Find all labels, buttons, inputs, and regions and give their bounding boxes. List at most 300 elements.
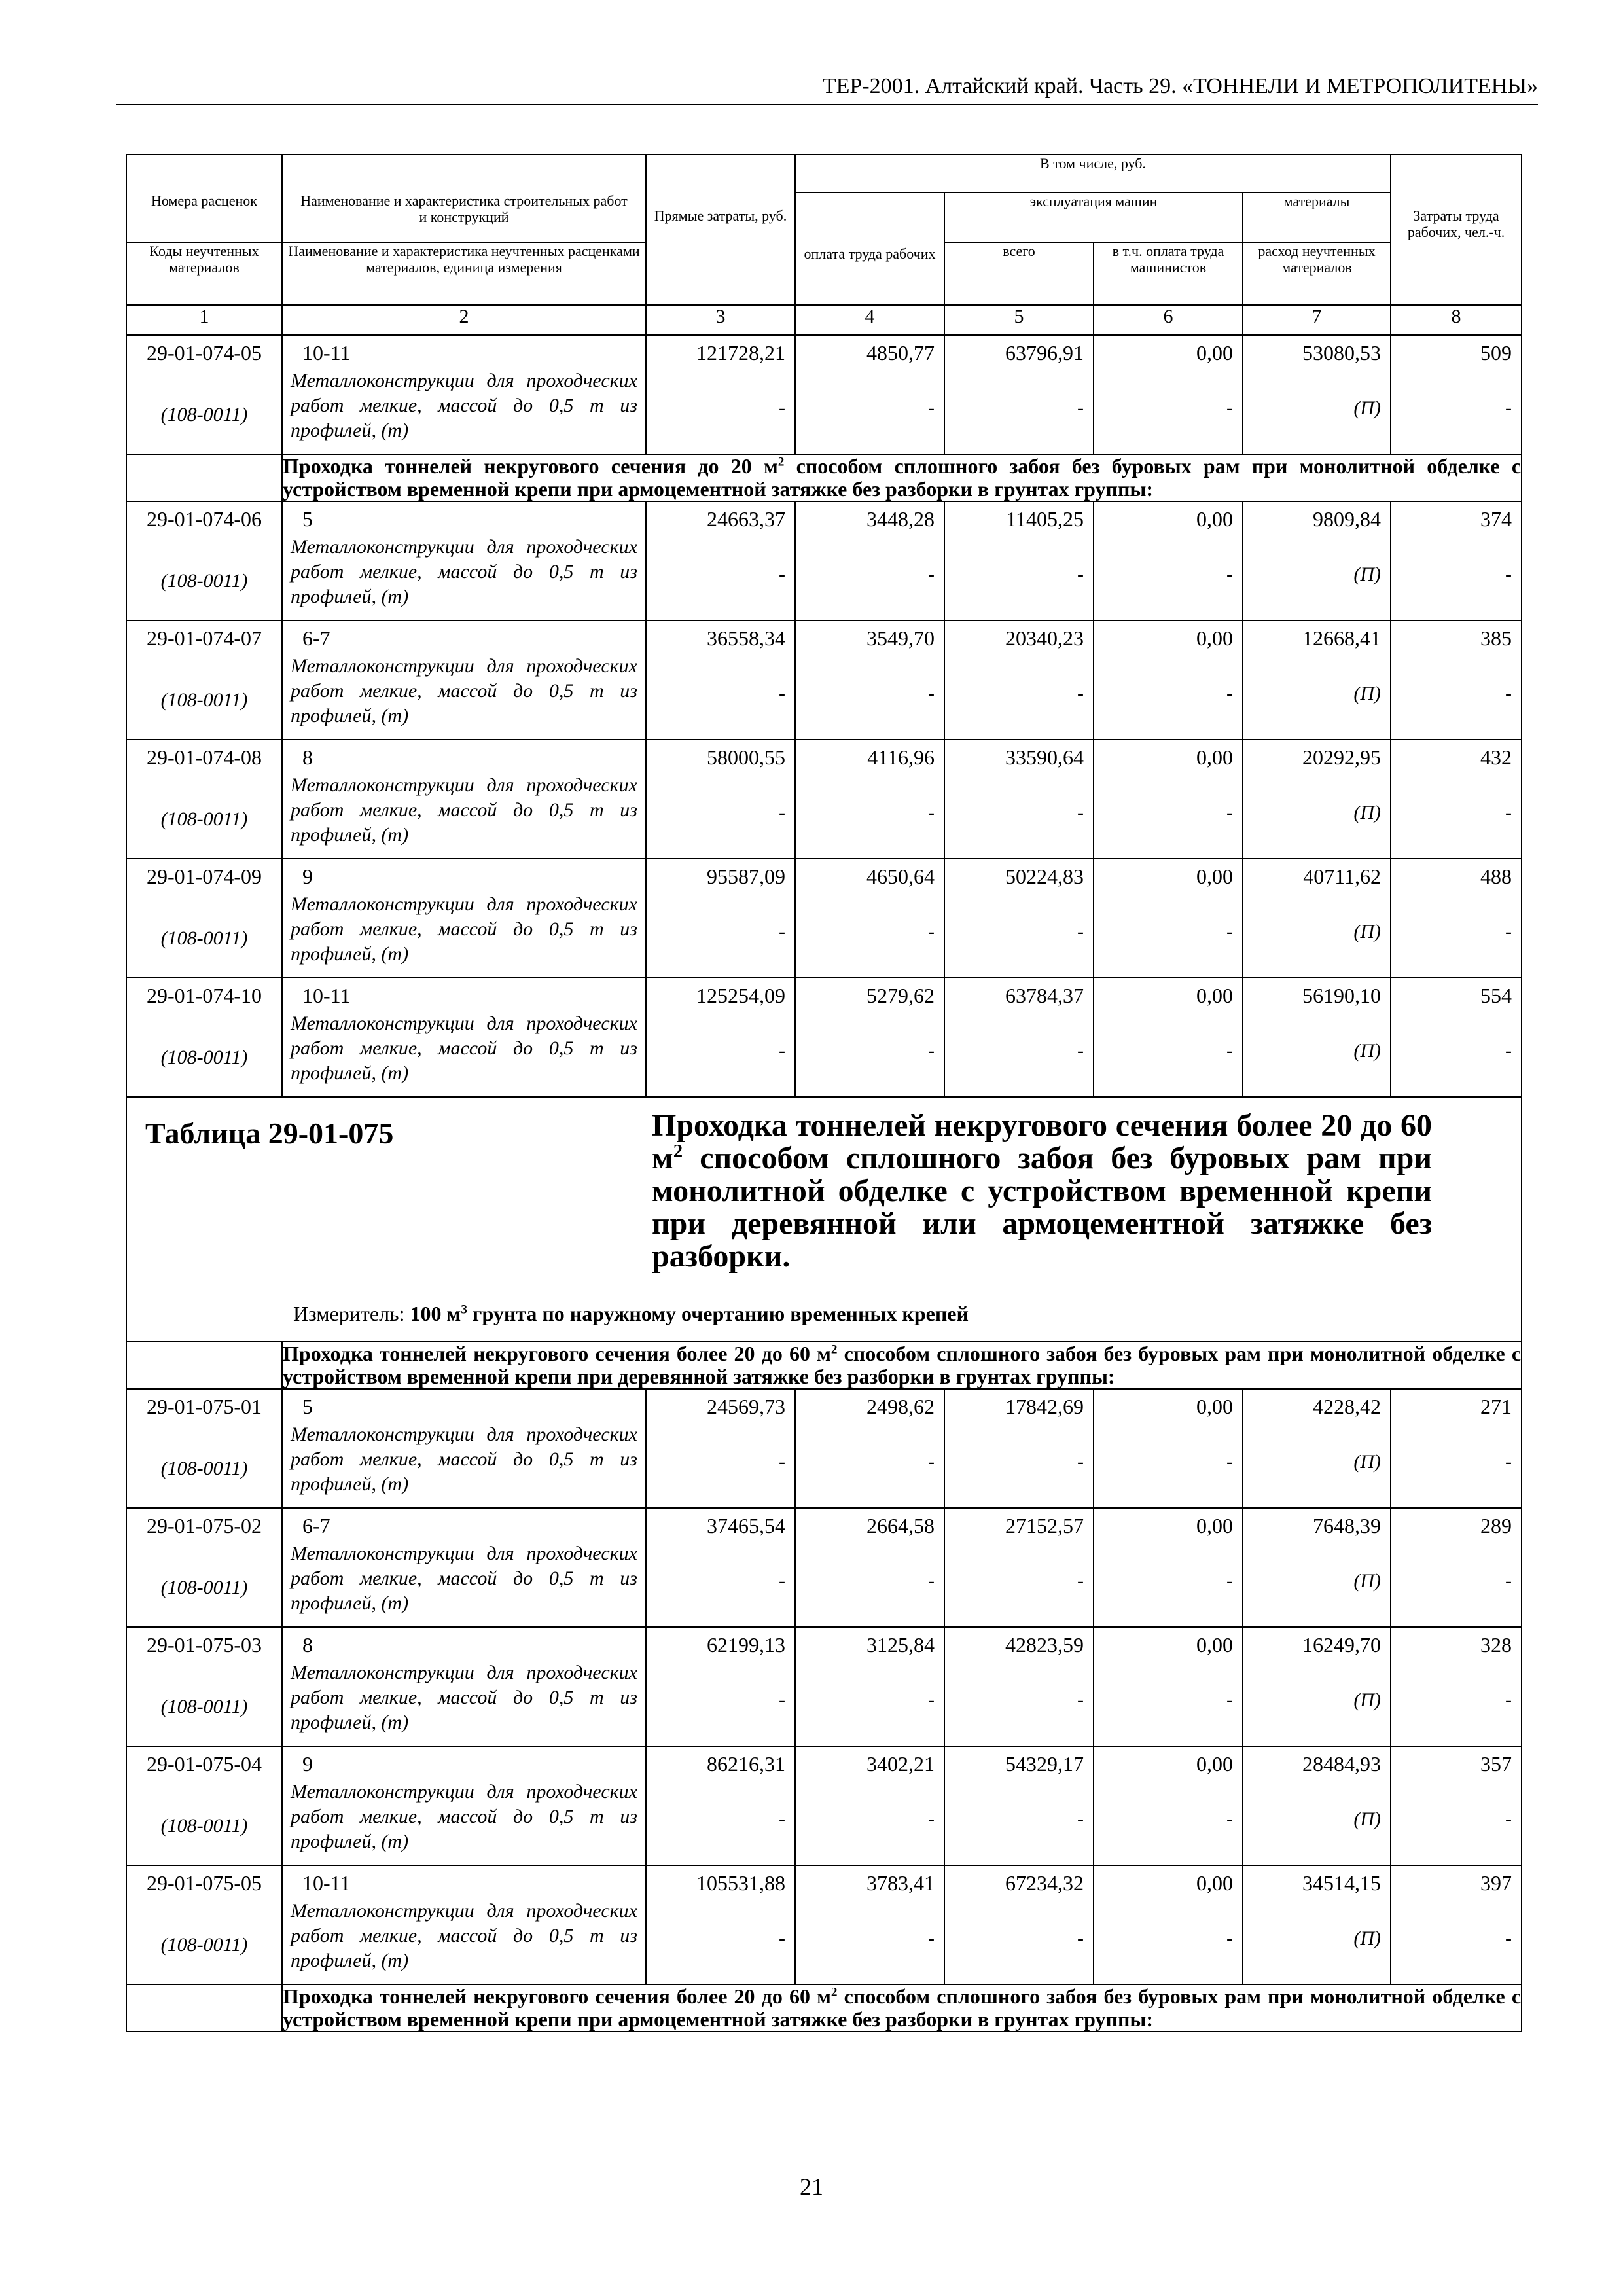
value-mat: 20292,95 bbox=[1302, 745, 1382, 769]
value-labor: 4116,96 bbox=[867, 745, 935, 769]
unit-of-measure bbox=[293, 1302, 969, 1326]
value-cell-mach bbox=[944, 859, 1094, 978]
value-dash: - bbox=[928, 1040, 935, 1062]
resource-code: (108-0011) bbox=[160, 1047, 248, 1068]
resource-code: (108-0011) bbox=[160, 570, 248, 592]
value-cell-direct bbox=[646, 1508, 795, 1627]
table-row bbox=[126, 978, 1522, 1097]
unaccounted-flag: (П) bbox=[1353, 564, 1382, 585]
rate-code: 29-01-074-06 bbox=[147, 507, 262, 531]
unaccounted-flag: (П) bbox=[1353, 1689, 1382, 1711]
column-number: 7 bbox=[1243, 305, 1391, 335]
resource-code: (108-0011) bbox=[160, 1696, 248, 1717]
unaccounted-flag: (П) bbox=[1353, 1808, 1382, 1830]
value-mat: 4228,42 bbox=[1313, 1395, 1382, 1418]
rate-name-cell bbox=[282, 620, 646, 740]
material-description: Металлоконструкции для проходческих работ мелкие, массой до 0,5 т из профилей, (т) bbox=[291, 655, 637, 726]
table-row bbox=[126, 1746, 1522, 1865]
table-row bbox=[126, 620, 1522, 740]
value-cell-oper bbox=[1094, 501, 1243, 620]
value-cell-mat bbox=[1243, 335, 1391, 454]
value-cell-labor bbox=[795, 335, 944, 454]
value-cell-oper bbox=[1094, 740, 1243, 859]
material-description: Металлоконструкции для проходческих работ мелкие, массой до 0,5 т из профилей, (т) bbox=[291, 1781, 637, 1852]
value-dash: - bbox=[1077, 1928, 1084, 1949]
value-mach: 50224,83 bbox=[1005, 865, 1084, 888]
column-number: 5 bbox=[944, 305, 1094, 335]
rate-code-cell bbox=[126, 335, 282, 454]
unaccounted-flag: (П) bbox=[1353, 802, 1382, 823]
rate-code-cell bbox=[126, 859, 282, 978]
value-cell-mat bbox=[1243, 859, 1391, 978]
header-codes: Коды неучтенных материалов bbox=[126, 242, 282, 305]
value-cell-mat bbox=[1243, 620, 1391, 740]
value-cell-mach bbox=[944, 978, 1094, 1097]
group2-rows bbox=[126, 501, 1522, 1097]
unit-prefix: Измеритель: bbox=[293, 1302, 405, 1325]
value-dash: - bbox=[1226, 1570, 1233, 1592]
soil-group: 9 bbox=[302, 865, 313, 888]
table-row bbox=[126, 859, 1522, 978]
rate-code: 29-01-074-05 bbox=[147, 341, 262, 365]
value-mat: 12668,41 bbox=[1302, 626, 1382, 650]
value-dash: - bbox=[928, 683, 935, 704]
column-number: 8 bbox=[1391, 305, 1522, 335]
section-title-row bbox=[126, 1342, 1522, 1389]
value-oper: 0,00 bbox=[1196, 1514, 1233, 1537]
resource-code: (108-0011) bbox=[160, 808, 248, 830]
value-mach: 11405,25 bbox=[1006, 507, 1084, 531]
value-cell-oper bbox=[1094, 1508, 1243, 1627]
soil-group: 10-11 bbox=[302, 341, 351, 365]
value-dash: - bbox=[928, 397, 935, 419]
value-cell-hours bbox=[1391, 501, 1522, 620]
value-dash: - bbox=[779, 1689, 785, 1711]
rate-code-cell bbox=[126, 1389, 282, 1508]
value-cell-mach bbox=[944, 620, 1094, 740]
soil-group: 10-11 bbox=[302, 1871, 351, 1895]
material-description: Металлоконструкции для проходческих работ мелкие, массой до 0,5 т из профилей, (т) bbox=[291, 893, 637, 965]
table-label: Таблица 29-01-075 bbox=[145, 1117, 394, 1150]
value-hours: 328 bbox=[1480, 1633, 1512, 1657]
value-cell-direct bbox=[646, 1389, 795, 1508]
value-cell-oper bbox=[1094, 1389, 1243, 1508]
value-cell-mach bbox=[944, 335, 1094, 454]
value-oper: 0,00 bbox=[1196, 1871, 1233, 1895]
soil-group: 6-7 bbox=[302, 1514, 330, 1537]
value-cell-hours bbox=[1391, 1389, 1522, 1508]
header-incl-operators: в т.ч. оплата труда машинистов bbox=[1094, 242, 1243, 305]
value-hours: 554 bbox=[1480, 984, 1512, 1007]
rate-code-cell bbox=[126, 1627, 282, 1746]
value-dash: - bbox=[1077, 1451, 1084, 1473]
value-dash: - bbox=[779, 1928, 785, 1949]
table-row bbox=[126, 335, 1522, 454]
value-mach: 27152,57 bbox=[1005, 1514, 1084, 1537]
value-oper: 0,00 bbox=[1196, 1633, 1233, 1657]
material-description: Металлоконструкции для проходческих работ мелкие, массой до 0,5 т из профилей, (т) bbox=[291, 1662, 637, 1733]
value-cell-mat bbox=[1243, 1508, 1391, 1627]
rate-code: 29-01-075-03 bbox=[147, 1633, 262, 1657]
value-labor: 2664,58 bbox=[866, 1514, 935, 1537]
running-header: ТЕР-2001. Алтайский край. Часть 29. «ТОННЕЛИ И МЕТРОПОЛИТЕНЫ» bbox=[822, 74, 1538, 98]
material-description: Металлоконструкции для проходческих работ мелкие, массой до 0,5 т из профилей, (т) bbox=[291, 1900, 637, 1971]
value-dash: - bbox=[1226, 564, 1233, 585]
value-cell-labor bbox=[795, 978, 944, 1097]
value-dash: - bbox=[928, 1689, 935, 1711]
value-cell-labor bbox=[795, 859, 944, 978]
value-cell-oper bbox=[1094, 1746, 1243, 1865]
unit-value: 100 $м^3$ грунта по наружному очертанию временных крепей bbox=[410, 1302, 969, 1325]
value-direct: 36558,34 bbox=[707, 626, 785, 650]
table-row bbox=[126, 501, 1522, 620]
value-cell-oper bbox=[1094, 978, 1243, 1097]
rate-name-cell bbox=[282, 978, 646, 1097]
header-row-1 bbox=[126, 154, 1522, 192]
value-mat: 56190,10 bbox=[1302, 984, 1382, 1007]
soil-group: 8 bbox=[302, 745, 313, 769]
value-dash: - bbox=[1505, 564, 1512, 585]
value-direct: 105531,88 bbox=[696, 1871, 785, 1895]
value-direct: 24569,73 bbox=[707, 1395, 785, 1418]
table-row bbox=[126, 1865, 1522, 1984]
value-cell-hours bbox=[1391, 1508, 1522, 1627]
table-075-block-row bbox=[126, 1097, 1522, 1342]
value-dash: - bbox=[1505, 1808, 1512, 1830]
value-dash: - bbox=[1226, 1040, 1233, 1062]
unaccounted-flag: (П) bbox=[1353, 1928, 1382, 1949]
table-row bbox=[126, 1627, 1522, 1746]
soil-group: 10-11 bbox=[302, 984, 351, 1007]
value-cell-hours bbox=[1391, 620, 1522, 740]
rate-name-cell bbox=[282, 1389, 646, 1508]
unaccounted-flag: (П) bbox=[1353, 683, 1382, 704]
value-hours: 397 bbox=[1480, 1871, 1512, 1895]
value-direct: 95587,09 bbox=[707, 865, 785, 888]
section-title: Проходка тоннелей некругового сечения до 20 $м^2$ способом сплошного забоя без буровых рам при монолитной обделке с устройством временной крепи при армоцементной затяжке без разборки в грунтах группы: bbox=[283, 454, 1522, 501]
rate-code-cell bbox=[126, 1508, 282, 1627]
value-labor: 4850,77 bbox=[866, 341, 935, 365]
resource-code: (108-0011) bbox=[160, 927, 248, 949]
header-material-names: Наименование и характеристика неучтенных расценками материалов, единица измерения bbox=[282, 242, 646, 305]
value-hours: 509 bbox=[1480, 341, 1512, 365]
table-row bbox=[126, 740, 1522, 859]
value-dash: - bbox=[928, 1570, 935, 1592]
value-labor: 3549,70 bbox=[866, 626, 935, 650]
value-labor: 5279,62 bbox=[866, 984, 935, 1007]
value-cell-hours bbox=[1391, 1627, 1522, 1746]
section-title-row bbox=[126, 454, 1522, 501]
value-dash: - bbox=[1077, 802, 1084, 823]
value-cell-mach bbox=[944, 501, 1094, 620]
header-labor-costs: Затраты труда рабочих, чел.-ч. bbox=[1391, 154, 1522, 305]
table-075-heading bbox=[127, 1098, 1521, 1341]
value-cell-direct bbox=[646, 620, 795, 740]
value-direct: 58000,55 bbox=[707, 745, 785, 769]
value-cell-labor bbox=[795, 1746, 944, 1865]
value-cell-mach bbox=[944, 740, 1094, 859]
material-description: Металлоконструкции для проходческих работ мелкие, массой до 0,5 т из профилей, (т) bbox=[291, 370, 637, 441]
value-dash: - bbox=[779, 802, 785, 823]
header-labor-pay: оплата труда рабочих bbox=[795, 192, 944, 305]
value-cell-oper bbox=[1094, 620, 1243, 740]
table-title: Проходка тоннелей некругового сечения более 20 до 60 $м^2$ способом сплошного забоя без буровых рам при монолитной обделке с устройством временной крепи при деревянной или армоцементной затяжке без разборки. bbox=[652, 1108, 1432, 1274]
material-description: Металлоконструкции для проходческих работ мелкие, массой до 0,5 т из профилей, (т) bbox=[291, 774, 637, 846]
value-dash: - bbox=[779, 564, 785, 585]
value-dash: - bbox=[1226, 397, 1233, 419]
value-cell-hours bbox=[1391, 1865, 1522, 1984]
value-direct: 37465,54 bbox=[707, 1514, 785, 1537]
value-cell-mach bbox=[944, 1627, 1094, 1746]
value-mach: 67234,32 bbox=[1005, 1871, 1084, 1895]
value-dash: - bbox=[1226, 802, 1233, 823]
value-dash: - bbox=[1505, 683, 1512, 704]
value-cell-labor bbox=[795, 1865, 944, 1984]
rate-code: 29-01-075-05 bbox=[147, 1871, 262, 1895]
value-direct: 86216,31 bbox=[707, 1752, 785, 1776]
value-dash: - bbox=[779, 1808, 785, 1830]
value-cell-hours bbox=[1391, 1746, 1522, 1865]
value-dash: - bbox=[1226, 1808, 1233, 1830]
value-dash: - bbox=[1505, 1928, 1512, 1949]
resource-code: (108-0011) bbox=[160, 1934, 248, 1956]
rate-name-cell bbox=[282, 1508, 646, 1627]
value-cell-direct bbox=[646, 859, 795, 978]
page-number: 21 bbox=[800, 2174, 823, 2200]
value-labor: 2498,62 bbox=[866, 1395, 935, 1418]
rates-table bbox=[126, 154, 1522, 2032]
unaccounted-flag: (П) bbox=[1353, 397, 1382, 419]
soil-group: 8 bbox=[302, 1633, 313, 1657]
rate-code: 29-01-074-08 bbox=[147, 745, 262, 769]
value-cell-oper bbox=[1094, 1865, 1243, 1984]
value-mat: 34514,15 bbox=[1302, 1871, 1382, 1895]
resource-code: (108-0011) bbox=[160, 1577, 248, 1598]
material-description: Металлоконструкции для проходческих работ мелкие, массой до 0,5 т из профилей, (т) bbox=[291, 536, 637, 607]
rate-name-cell bbox=[282, 501, 646, 620]
value-cell-direct bbox=[646, 1746, 795, 1865]
header-materials: материалы bbox=[1243, 192, 1391, 242]
value-mat: 9809,84 bbox=[1313, 507, 1382, 531]
value-mat: 28484,93 bbox=[1302, 1752, 1382, 1776]
value-cell-direct bbox=[646, 1865, 795, 1984]
value-cell-oper bbox=[1094, 859, 1243, 978]
value-hours: 374 bbox=[1480, 507, 1512, 531]
value-cell-mat bbox=[1243, 978, 1391, 1097]
value-cell-mach bbox=[944, 1389, 1094, 1508]
rate-name-cell bbox=[282, 1627, 646, 1746]
header-row-2 bbox=[126, 192, 1522, 242]
value-dash: - bbox=[928, 1928, 935, 1949]
value-direct: 62199,13 bbox=[707, 1633, 785, 1657]
value-cell-hours bbox=[1391, 859, 1522, 978]
value-hours: 289 bbox=[1480, 1514, 1512, 1537]
value-dash: - bbox=[1505, 802, 1512, 823]
value-dash: - bbox=[779, 1040, 785, 1062]
value-dash: - bbox=[1077, 1808, 1084, 1830]
value-dash: - bbox=[779, 1570, 785, 1592]
unaccounted-flag: (П) bbox=[1353, 1040, 1382, 1062]
value-mach: 54329,17 bbox=[1005, 1752, 1084, 1776]
value-labor: 3783,41 bbox=[866, 1871, 935, 1895]
rate-code: 29-01-074-07 bbox=[147, 626, 262, 650]
unaccounted-flag: (П) bbox=[1353, 921, 1382, 942]
rate-name-cell bbox=[282, 335, 646, 454]
rate-code-cell bbox=[126, 1865, 282, 1984]
rate-code: 29-01-075-02 bbox=[147, 1514, 262, 1537]
resource-code: (108-0011) bbox=[160, 1458, 248, 1479]
value-dash: - bbox=[1226, 1689, 1233, 1711]
value-labor: 4650,64 bbox=[866, 865, 935, 888]
value-mat: 40711,62 bbox=[1303, 865, 1382, 888]
rate-code-cell bbox=[126, 1746, 282, 1865]
column-numbers-row bbox=[126, 305, 1522, 335]
table-row bbox=[126, 1508, 1522, 1627]
value-oper: 0,00 bbox=[1196, 984, 1233, 1007]
value-cell-mach bbox=[944, 1508, 1094, 1627]
rate-code: 29-01-075-04 bbox=[147, 1752, 262, 1776]
rate-name-cell bbox=[282, 859, 646, 978]
table-row bbox=[126, 1389, 1522, 1508]
value-dash: - bbox=[1505, 921, 1512, 942]
value-cell-labor bbox=[795, 1389, 944, 1508]
value-dash: - bbox=[1505, 1689, 1512, 1711]
section-title: Проходка тоннелей некругового сечения более 20 до 60 $м^2$ способом сплошного забоя без буровых рам при монолитной обделке с устройством временной крепи при армоцементной затяжке без разборки в грунтах группы: bbox=[283, 1984, 1522, 2031]
value-cell-direct bbox=[646, 1627, 795, 1746]
value-hours: 488 bbox=[1480, 865, 1512, 888]
group1-rows bbox=[126, 335, 1522, 454]
value-dash: - bbox=[928, 1451, 935, 1473]
value-cell-mat bbox=[1243, 1865, 1391, 1984]
value-dash: - bbox=[1505, 1451, 1512, 1473]
resource-code: (108-0011) bbox=[160, 689, 248, 711]
value-oper: 0,00 bbox=[1196, 745, 1233, 769]
value-hours: 271 bbox=[1480, 1395, 1512, 1418]
column-number: 4 bbox=[795, 305, 944, 335]
rate-code-cell bbox=[126, 978, 282, 1097]
value-mat: 53080,53 bbox=[1302, 341, 1382, 365]
value-dash: - bbox=[1226, 921, 1233, 942]
value-hours: 432 bbox=[1480, 745, 1512, 769]
value-dash: - bbox=[1226, 683, 1233, 704]
value-oper: 0,00 bbox=[1196, 341, 1233, 365]
rate-code: 29-01-075-01 bbox=[147, 1395, 262, 1418]
soil-group: 9 bbox=[302, 1752, 313, 1776]
material-description: Металлоконструкции для проходческих работ мелкие, массой до 0,5 т из профилей, (т) bbox=[291, 1013, 637, 1084]
value-cell-labor bbox=[795, 740, 944, 859]
value-dash: - bbox=[1226, 1928, 1233, 1949]
value-dash: - bbox=[1505, 1570, 1512, 1592]
value-cell-direct bbox=[646, 978, 795, 1097]
group3-rows bbox=[126, 1389, 1522, 1984]
value-hours: 357 bbox=[1480, 1752, 1512, 1776]
value-dash: - bbox=[1077, 1040, 1084, 1062]
value-cell-hours bbox=[1391, 335, 1522, 454]
material-description: Металлоконструкции для проходческих работ мелкие, массой до 0,5 т из профилей, (т) bbox=[291, 1424, 637, 1495]
column-number: 1 bbox=[126, 305, 282, 335]
soil-group: 5 bbox=[302, 507, 313, 531]
value-labor: 3448,28 bbox=[866, 507, 935, 531]
resource-code: (108-0011) bbox=[160, 404, 248, 425]
header-machines: эксплуатация машин bbox=[944, 192, 1243, 242]
header-total: всего bbox=[944, 242, 1094, 305]
rate-code-cell bbox=[126, 501, 282, 620]
value-mach: 63796,91 bbox=[1005, 341, 1084, 365]
column-number: 6 bbox=[1094, 305, 1243, 335]
soil-group: 6-7 bbox=[302, 626, 330, 650]
value-labor: 3125,84 bbox=[866, 1633, 935, 1657]
value-cell-hours bbox=[1391, 740, 1522, 859]
value-direct: 24663,37 bbox=[707, 507, 785, 531]
section-title-row bbox=[126, 1984, 1522, 2032]
value-cell-labor bbox=[795, 620, 944, 740]
column-number: 3 bbox=[646, 305, 795, 335]
rate-code-cell bbox=[126, 620, 282, 740]
rate-name-cell bbox=[282, 1746, 646, 1865]
value-oper: 0,00 bbox=[1196, 626, 1233, 650]
value-cell-direct bbox=[646, 501, 795, 620]
column-number: 2 bbox=[282, 305, 646, 335]
value-dash: - bbox=[779, 1451, 785, 1473]
value-dash: - bbox=[1505, 397, 1512, 419]
value-oper: 0,00 bbox=[1196, 865, 1233, 888]
value-dash: - bbox=[928, 564, 935, 585]
value-dash: - bbox=[928, 802, 935, 823]
value-mach: 17842,69 bbox=[1005, 1395, 1084, 1418]
header-rate-numbers: Номера расценок bbox=[126, 192, 282, 242]
soil-group: 5 bbox=[302, 1395, 313, 1418]
value-dash: - bbox=[928, 921, 935, 942]
value-cell-oper bbox=[1094, 335, 1243, 454]
value-cell-direct bbox=[646, 335, 795, 454]
material-description: Металлоконструкции для проходческих работ мелкие, массой до 0,5 т из профилей, (т) bbox=[291, 1543, 637, 1614]
value-mat: 16249,70 bbox=[1302, 1633, 1382, 1657]
value-direct: 125254,09 bbox=[696, 984, 785, 1007]
value-oper: 0,00 bbox=[1196, 507, 1233, 531]
header-unaccounted-materials: расход неучтенных материалов bbox=[1243, 242, 1391, 305]
header-direct-costs: Прямые затраты, руб. bbox=[646, 154, 795, 305]
unaccounted-flag: (П) bbox=[1353, 1570, 1382, 1592]
value-dash: - bbox=[1077, 921, 1084, 942]
value-direct: 121728,21 bbox=[696, 341, 785, 365]
value-cell-mat bbox=[1243, 1627, 1391, 1746]
value-mach: 33590,64 bbox=[1005, 745, 1084, 769]
resource-code: (108-0011) bbox=[160, 1815, 248, 1837]
value-mach: 42823,59 bbox=[1005, 1633, 1084, 1657]
rate-code: 29-01-074-10 bbox=[147, 984, 262, 1007]
rate-name-cell bbox=[282, 740, 646, 859]
value-cell-labor bbox=[795, 1508, 944, 1627]
value-cell-mach bbox=[944, 1746, 1094, 1865]
value-dash: - bbox=[1226, 1451, 1233, 1473]
unaccounted-flag: (П) bbox=[1353, 1451, 1382, 1473]
value-dash: - bbox=[1505, 1040, 1512, 1062]
section-title: Проходка тоннелей некругового сечения более 20 до 60 $м^2$ способом сплошного забоя без буровых рам при монолитной обделке с устройством временной крепи при деревянной затяжке без разборки в грунтах группы: bbox=[283, 1342, 1522, 1388]
rate-name-cell bbox=[282, 1865, 646, 1984]
value-mat: 7648,39 bbox=[1313, 1514, 1382, 1537]
header-rule bbox=[116, 104, 1538, 105]
value-cell-labor bbox=[795, 501, 944, 620]
header-including: В том числе, руб. bbox=[795, 154, 1391, 192]
value-dash: - bbox=[779, 683, 785, 704]
value-cell-mat bbox=[1243, 740, 1391, 859]
value-cell-hours bbox=[1391, 978, 1522, 1097]
value-oper: 0,00 bbox=[1196, 1395, 1233, 1418]
value-cell-labor bbox=[795, 1627, 944, 1746]
value-dash: - bbox=[779, 921, 785, 942]
value-labor: 3402,21 bbox=[866, 1752, 935, 1776]
value-dash: - bbox=[779, 397, 785, 419]
